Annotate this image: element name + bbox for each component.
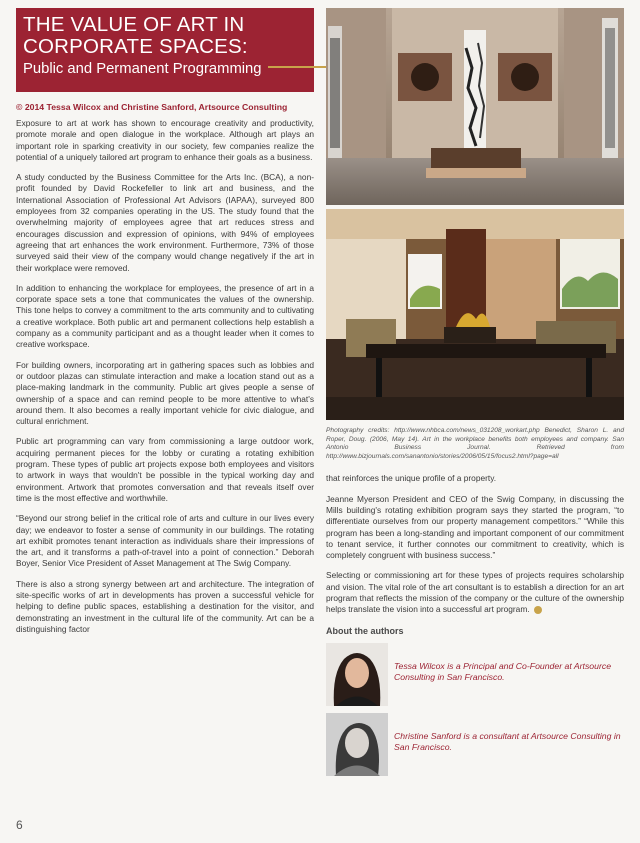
title-block — [16, 8, 314, 92]
right-paragraph-3-text: Selecting or commissioning art for these types of projects requires scholarship and vision. The vital role of the art consultant is to establish a direction for an art program that reflects the mission of the company or the culture of the ownership helps translate the vision into a successful art program. — [326, 570, 624, 615]
right-paragraph-3 — [326, 570, 624, 615]
paragraph-6-quote: “Beyond our strong belief in the critical role of arts and culture in our lives every day; we endeavor to foster a sense of community in our buildings. The rotating art exhibit promotes tenant interaction as individuals share their impressions of the art, and it transforms a path-of-travel into a point of connection.” Deborah Boyer, Senior Vice President of Asset Management at The Swig Company. — [16, 513, 314, 569]
page-subtitle: Public and Permanent Programming — [23, 61, 262, 77]
photo-caption: Photography credits: http://www.nhbca.com/news_031208_workart.php Benedict, Sharon L. and Roper, Doug. (2006, May 14). Art in the workplace benefits both employees and company. San Antonio Business Journal. Retrieved from http://www.bizjournals.com/sanantonio/stories/2006/05/15/focus2.html?page=all — [326, 427, 624, 460]
author-tessa — [326, 643, 624, 706]
portrait-icon — [326, 713, 388, 776]
lounge-illustration — [326, 209, 624, 420]
paragraph-4: For building owners, incorporating art in gathering spaces such as lobbies and or outdoor plazas can stimulate interaction and make a location stand out as a place-making landmark in the community. Public art gives people a sense of ownership of a space and can remind people to be more attentive to what's around them. It also becomes a really important vehicle for civic dialogue, and cultural enrichment. — [16, 359, 314, 427]
about-authors-heading: About the authors — [326, 625, 404, 636]
author-photo-christine — [326, 713, 388, 776]
copyright-line: © 2014 Tessa Wilcox and Christine Sanford, Artsource Consulting — [16, 102, 288, 112]
page-title-line-1: THE VALUE OF ART IN — [23, 13, 245, 36]
page-title-line-2: CORPORATE SPACES: — [23, 35, 248, 58]
title-banner — [16, 8, 314, 92]
page-number: 6 — [16, 818, 23, 832]
lobby-art-illustration — [326, 8, 624, 205]
paragraph-1: Exposure to art at work has shown to encourage creativity and productivity, promote morale and open dialogue in the workplace. Although art plays an important role in sparking creativity in our society, few companies realize the potential of a uniquely tailored art program to enhance their goals as a business. — [16, 118, 314, 162]
author-bio-tessa: Tessa Wilcox is a Principal and Co-Founder at Artsource Consulting in San Francisco. — [394, 660, 612, 683]
right-paragraph-2: Jeanne Myerson President and CEO of the Swig Company, in discussing the Mills building's rotating exhibition program says they started the program, “to differentiate ourselves from our property management competitors.” “While this program has been a long-standing and important component of our commitment to tenant service, it further connotes our commitment to creativity, which is completely congruent with business success.” — [326, 493, 624, 561]
paragraph-2: A study conducted by the Business Committee for the Arts Inc. (BCA), a non-profit founded by David Rockefeller to link art and business, and the International Association of Professional Art Advisors (IAPAA), surveyed 800 employees from 32 companies operating in the US. The study found that the overwhelming majority of employees agree that art reduces stress and encourages discussion and expression of opinions, with 94% of employees agreeing that art enhances the work environment. Furthermore, 73% of those surveyed said their view of the company would change negatively if the art in their workplace were removed. — [16, 172, 314, 273]
title-accent-rule — [268, 66, 326, 68]
author-christine — [326, 713, 624, 776]
author-photo-tessa — [326, 643, 388, 706]
left-column — [16, 8, 314, 635]
lobby-photo-top — [326, 8, 624, 205]
portrait-icon — [326, 643, 388, 706]
paragraph-5: Public art programming can vary from commissioning a large outdoor work, acquiring permanent pieces for the lobby or curating a rotating exhibition program. These types of public art projects expose both employees and visitors to artwork in ways that wouldn't be possible in the typical working day and environment. Artwork that promotes conversation and that reveals itself over time is the most effective and worthwhile. — [16, 436, 314, 503]
right-paragraph-1: that reinforces the unique profile of a property. — [326, 473, 497, 484]
paragraph-3: In addition to enhancing the workplace for employees, the presence of art in a corporate space sets a tone that communicates the values of the ownership. This tone helps to convey a commitment to the arts community and to cultivating a creative workplace. Both public art and permanent collections help establish a company as a community participant and as a thought leader when it comes to creative workspace. — [16, 282, 314, 350]
paragraph-7: There is also a strong synergy between art and architecture. The integration of site-specific works of art in developments has proven a successful vehicle for helping to define public spaces, establishing a destination for the visitor, and demonstrating an investment in the cultural life of the community. Art can be a distinguishing factor — [16, 578, 314, 634]
subtitle-row — [23, 61, 307, 78]
end-bullet-icon — [534, 606, 542, 614]
author-bio-christine: Christine Sanford is a consultant at Artsource Consulting in San Francisco. — [394, 730, 621, 753]
lobby-photo-bottom — [326, 209, 624, 420]
right-column — [326, 8, 624, 776]
